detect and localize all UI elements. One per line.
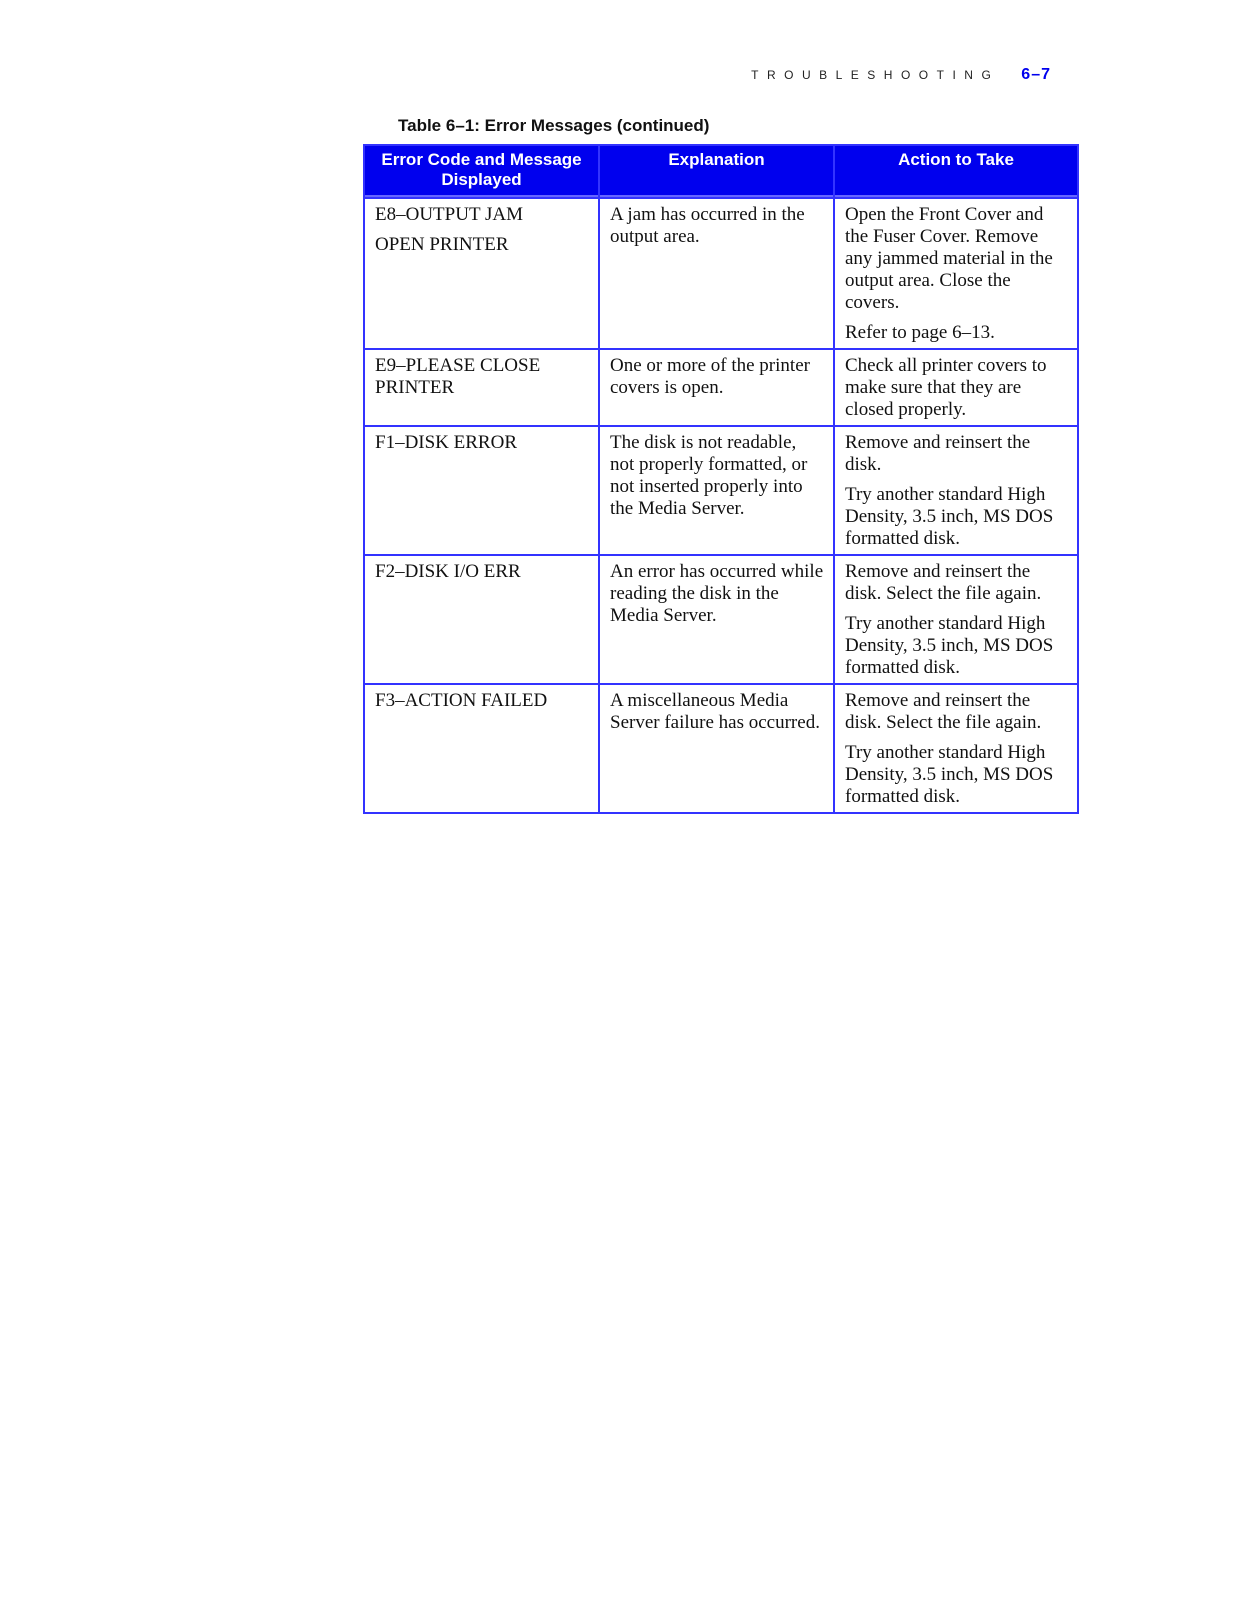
explanation-text: A miscellaneous Media Server failure has occurred. bbox=[610, 690, 820, 733]
error-code-cell bbox=[364, 684, 599, 813]
table-row bbox=[364, 426, 1078, 555]
table-row bbox=[364, 349, 1078, 426]
action-text: Try another standard High Density, 3.5 inch, MS DOS formatted disk. bbox=[845, 613, 1054, 678]
error-code-line: E8–OUTPUT JAM bbox=[375, 204, 523, 225]
column-header-explanation: Explanation bbox=[599, 145, 834, 198]
table-row bbox=[364, 198, 1078, 349]
action-text: Remove and reinsert the disk. Select the file again. bbox=[845, 690, 1042, 733]
page-number: 6–7 bbox=[1021, 66, 1051, 83]
table-header-row bbox=[364, 145, 1078, 198]
action-text: Remove and reinsert the disk. Select the file again. bbox=[845, 561, 1042, 604]
action-cell bbox=[834, 426, 1078, 555]
error-code-cell bbox=[364, 198, 599, 349]
error-code-line: F2–DISK I/O ERR bbox=[375, 561, 521, 582]
error-messages-table bbox=[363, 144, 1079, 814]
table-row bbox=[364, 684, 1078, 813]
error-code-line: F1–DISK ERROR bbox=[375, 432, 517, 453]
explanation-cell bbox=[599, 198, 834, 349]
action-text: Open the Front Cover and the Fuser Cover. Remove any jammed material in the output area. Close the covers. bbox=[845, 204, 1053, 313]
section-name: TROUBLESHOOTING bbox=[751, 68, 1000, 82]
error-code-line: E9–PLEASE CLOSE PRINTER bbox=[375, 355, 541, 398]
action-text: Try another standard High Density, 3.5 inch, MS DOS formatted disk. bbox=[845, 484, 1054, 549]
error-code-cell bbox=[364, 555, 599, 684]
error-code-cell bbox=[364, 349, 599, 426]
running-header bbox=[751, 66, 1051, 84]
action-text: Refer to page 6–13. bbox=[845, 322, 995, 343]
explanation-text: An error has occurred while reading the disk in the Media Server. bbox=[610, 561, 824, 626]
error-code-cell bbox=[364, 426, 599, 555]
explanation-cell bbox=[599, 555, 834, 684]
explanation-cell bbox=[599, 426, 834, 555]
error-code-line: F3–ACTION FAILED bbox=[375, 690, 548, 711]
column-header-action: Action to Take bbox=[834, 145, 1078, 198]
explanation-cell bbox=[599, 349, 834, 426]
table-caption: Table 6–1: Error Messages (continued) bbox=[398, 116, 710, 135]
table-row bbox=[364, 555, 1078, 684]
error-code-line: OPEN PRINTER bbox=[375, 234, 509, 255]
action-cell bbox=[834, 349, 1078, 426]
action-cell bbox=[834, 684, 1078, 813]
action-cell bbox=[834, 555, 1078, 684]
action-text: Remove and reinsert the disk. bbox=[845, 432, 1031, 475]
explanation-cell bbox=[599, 684, 834, 813]
action-text: Try another standard High Density, 3.5 inch, MS DOS formatted disk. bbox=[845, 742, 1054, 807]
column-header-error-code: Error Code and Message Displayed bbox=[364, 145, 599, 198]
action-text: Check all printer covers to make sure that they are closed properly. bbox=[845, 355, 1047, 420]
explanation-text: The disk is not readable, not properly formatted, or not inserted properly into the Media Server. bbox=[610, 432, 808, 519]
action-cell bbox=[834, 198, 1078, 349]
explanation-text: A jam has occurred in the output area. bbox=[610, 204, 805, 247]
explanation-text: One or more of the printer covers is open. bbox=[610, 355, 810, 398]
